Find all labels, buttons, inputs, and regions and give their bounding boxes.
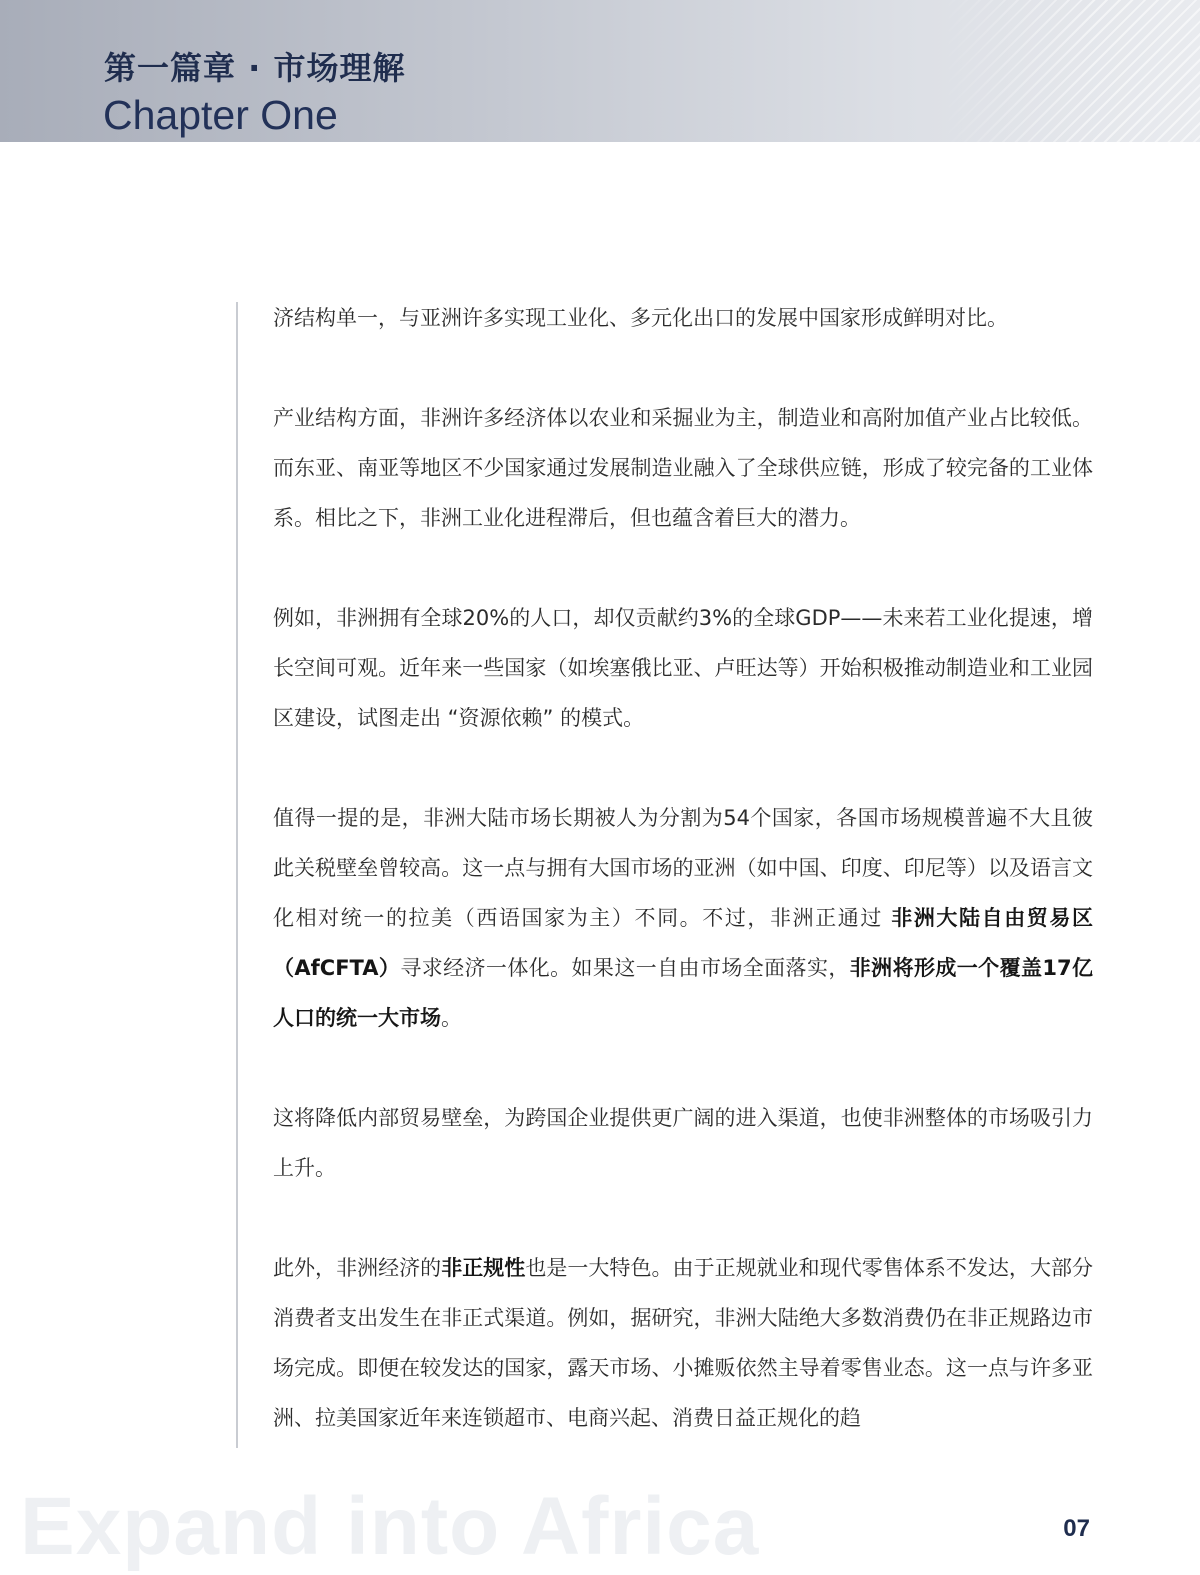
- paragraph-3: 例如，非洲拥有全球20%的人口，却仅贡献约3%的全球GDP——未来若工业化提速，增长空间可观。近年来一些国家（如埃塞俄比亚、卢旺达等）开始积极推动制造业和工业园区建设，试图走出 “资源依赖” 的模式。: [273, 606, 1093, 730]
- header-stripe-decoration: [940, 0, 1200, 142]
- paragraph-4-text-c: 。: [441, 1006, 462, 1030]
- paragraph-2: 产业结构方面，非洲许多经济体以农业和采掘业为主，制造业和高附加值产业占比较低。而东亚、南亚等地区不少国家通过发展制造业融入了全球供应链，形成了较完备的工业体系。相比之下，非洲工业化进程滞后，但也蕴含着巨大的潜力。: [273, 406, 1093, 530]
- paragraph-6-text-b: 也是一大特色。由于正规就业和现代零售体系不发达，大部分消费者支出发生在非正式渠道。例如，据研究，非洲大陆绝大多数消费仍在非正规路边市场完成。即便在较发达的国家，露天市场、小摊贩依然主导着零售业态。这一点与许多亚洲、拉美国家近年来连锁超市、电商兴起、消费日益正规化的趋: [273, 1256, 1094, 1430]
- unified-market-emphasis: 非洲将形成一个覆盖17亿人口的统一大市场: [273, 956, 1094, 1030]
- paragraph-5: 这将降低内部贸易壁垒，为跨国企业提供更广阔的进入渠道，也使非洲整体的市场吸引力上升。: [273, 1106, 1093, 1180]
- body-text: [273, 293, 1093, 1493]
- paragraph-4-text-b: 寻求经济一体化。如果这一自由市场全面落实，: [400, 956, 850, 980]
- paragraph-6-text-a: 此外，非洲经济的: [273, 1256, 442, 1280]
- paragraph-4-text-a: 值得一提的是，非洲大陆市场长期被人为分割为54个国家，各国市场规模普遍不大且彼此关税壁垒曾较高。这一点与拥有大国市场的亚洲（如中国、印度、印尼等）以及语言文化相对统一的拉美（西语国家为主）不同。不过，非洲正通过: [273, 806, 1093, 930]
- chapter-subtitle: Chapter One: [103, 92, 338, 138]
- afcfta-emphasis: 非洲大陆自由贸易区（AfCFTA）: [273, 906, 1093, 980]
- paragraph-4: [273, 793, 1093, 1043]
- informality-emphasis: 非正规性: [441, 1256, 526, 1280]
- page-number: 07: [1063, 1515, 1090, 1542]
- left-vertical-rule: [236, 302, 238, 1448]
- paragraph-6: [273, 1243, 1093, 1443]
- footer-watermark: Expand into Africa: [20, 1481, 760, 1572]
- header-band: [0, 0, 1200, 142]
- paragraph-1: 济结构单一，与亚洲许多实现工业化、多元化出口的发展中国家形成鲜明对比。: [273, 306, 1008, 330]
- chapter-title: 第一篇章 · 市场理解: [104, 49, 406, 87]
